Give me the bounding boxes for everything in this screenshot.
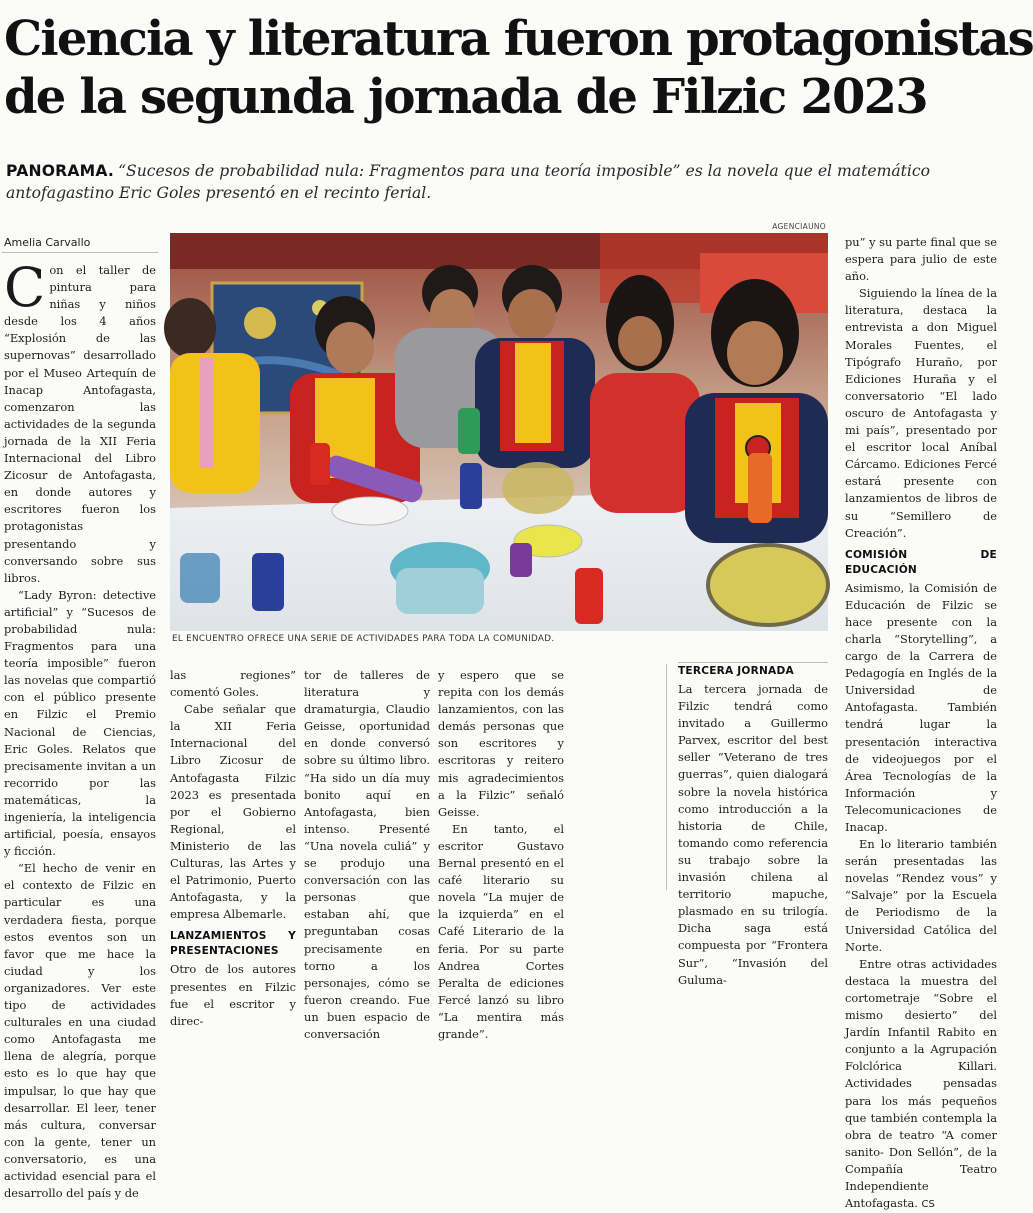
- body-column-2: [170, 667, 296, 1028]
- byline: Amelia Carvallo: [4, 236, 91, 249]
- photo-children-painting: [170, 233, 828, 631]
- body-paragraph: “Lady Byron: detective artificial” y “Sucesos de probabilidad nula: Fragmentos para una teoría imposible” fueron las novelas que compartió con el público presente en Filzic el Premio Nacional de Ciencias, Eric Goles. Relatos que precisamente invitan a un recorrido por las matemáticas, la ingeniería, la inteligencia artificial, poesía, ensayos y ficción.: [4, 587, 156, 859]
- byline-rule: [2, 252, 158, 253]
- body-paragraph: “El hecho de venir en el contexto de Filzic en particular es una verdadera fiesta, porque estos eventos son un favor que me hace la ciudad y los organizadores. Ver este tipo de actividades culturales en una ciudad como Antofagasta me llena de alegría, porque esto es lo que hay que impulsar, lo que hay que desarrollar. El leer, tener más cultura, conversar con la gente, tener un conversatorio, es una actividad esencial para el desarrollo del país y de: [4, 861, 156, 1201]
- column-divider: [666, 664, 667, 890]
- photo-credit: AGENCIAUNO: [772, 222, 826, 231]
- body-paragraph: tor de talleres de literatura y dramaturgia, Claudio Geisse, oportunidad en donde conversó sobre su último libro. “Ha sido un día muy bonito aquí en Antofagasta, bien intenso. Presenté “Una novela culiá” y se produjo una conversación con las personas que estaban ahí, que preguntaban cosas precisamente en torno a los personajes, cómo se fueron creando. Fue un buen espacio de conversación: [304, 668, 430, 1041]
- body-paragraph: En lo literario también serán presentadas las novelas “Rendez vous” y “Salvaje” por la Escuela de Periodismo de la Universidad Católica del Norte.: [845, 837, 997, 954]
- subhead-comision-educacion: COMISIÓN DE EDUCACIÓN: [845, 548, 997, 576]
- subhead-rule: [678, 662, 828, 663]
- body-paragraph: Con el taller de pintura para niñas y niños desde los 4 años “Explosión de las supernovas” desarrollado por el Museo Artequín de Inacap Antofagasta, comenzaron las actividades de la segunda jornada de la XII Feria Internacional del Libro Zicosur de Antofagasta, en donde autores y escritores fueron los protagonistas presentando y conversando sobre sus libros.: [4, 256, 156, 585]
- body-column-6: [845, 234, 997, 1211]
- body-paragraph: Asimismo, la Comisión de Educación de Filzic se hace presente con la charla “Storytelling”, a cargo de la Carrera de Pedagogía en Inglés de la Universidad de Antofagasta. También tendrá lugar la presentación interactiva de videojuegos por el Área Tecnologías de la Información y Telecomunicaciones de Inacap.: [845, 580, 997, 834]
- photo-caption: EL ENCUENTRO OFRECE UNA SERIE DE ACTIVIDADES PARA TODA LA COMUNIDAD.: [172, 634, 555, 644]
- body-paragraph: La tercera jornada de Filzic tendrá como invitado a Guillermo Parvex, escritor del best seller “Veterano de tres guerras”, quien dialogará sobre la novela histórica como introducción a la historia de Chile, tomando como referencia su trabajo sobre la invasión chilena al territorio mapuche, plasmado en su trilogía. Dicha saga está compuesta por “Frontera Sur”, “Invasión del Guluma-: [678, 682, 828, 987]
- body-column-1: [4, 256, 156, 1201]
- body-paragraph: En tanto, el escritor Gustavo Bernal presentó en el café literario su novela “La mujer de la izquierda” en el Café Literario de la feria. Por su parte Andrea Cortes Peralta de ediciones Fercé lanzó su libro “La mentira más grande”.: [438, 821, 564, 1041]
- body-paragraph: las regiones” comentó Goles.: [170, 668, 296, 700]
- body-paragraph: Cabe señalar que la XII Feria Internacional del Libro Zicosur de Antofagasta Filzic 2023 es presentada por el Gobierno Regional, el Ministerio de las Culturas, las Artes y el Patrimonio, Puerto Antofagasta, y la empresa Albemarle.: [170, 702, 296, 922]
- body-column-4: [438, 667, 564, 1041]
- end-mark: CS: [921, 1199, 935, 1211]
- body-paragraph: Siguiendo la línea de la literatura, destaca la entrevista a don Miguel Morales Fuentes, el Tipógrafo Huraño, por Ediciones Huraña y el conversatorio “El lado oscuro de Antofagasta y mi país”, presentado por el escritor local Aníbal Cárcamo. Ediciones Fercé estará presente con lanzamientos de libros de su “Semillero de Creación”.: [845, 286, 997, 540]
- headline-line-2: de la segunda jornada de Filzic 2023: [4, 69, 927, 125]
- drop-cap: C: [4, 256, 46, 319]
- body-paragraph: Entre otras actividades destaca la muestra del cortometraje “Sobre el mismo desierto” del Jardín Infantil Rabito en conjunto a la Agrupación Folclórica Killari. Actividades pensadas para los más pequeños que también contempla la obra de teatro “A comer sanito- Don Sellón”, de la Compañía Teatro Independiente Antofagasta. CS: [845, 956, 997, 1211]
- body-column-3: [304, 667, 430, 1041]
- headline: [4, 10, 1033, 126]
- lead-kicker: PANORAMA.: [6, 162, 115, 180]
- body-column-5: [678, 664, 828, 987]
- lead-text: “Sucesos de probabilidad nula: Fragmentos para una teoría imposible” es la novela que el matemático antofagastino Eric Goles presentó en el recinto ferial.: [6, 162, 931, 202]
- subhead-tercera-jornada: TERCERA JORNADA: [678, 665, 794, 677]
- body-paragraph: y espero que se repita con los demás lanzamientos, con las demás personas que son escritores y escritoras y reitero mis agradecimientos a la Filzic” señaló Geisse.: [438, 668, 564, 819]
- headline-line-1: Ciencia y literatura fueron protagonistas: [4, 11, 1033, 67]
- body-paragraph: pu” y su parte final que se espera para julio de este año.: [845, 235, 997, 284]
- lead-paragraph: [6, 160, 996, 204]
- subhead-lanzamientos: LANZAMIENTOS Y PRESENTACIONES: [170, 930, 296, 958]
- body-paragraph: Otro de los autores presentes en Filzic fue el escritor y direc-: [170, 962, 296, 1028]
